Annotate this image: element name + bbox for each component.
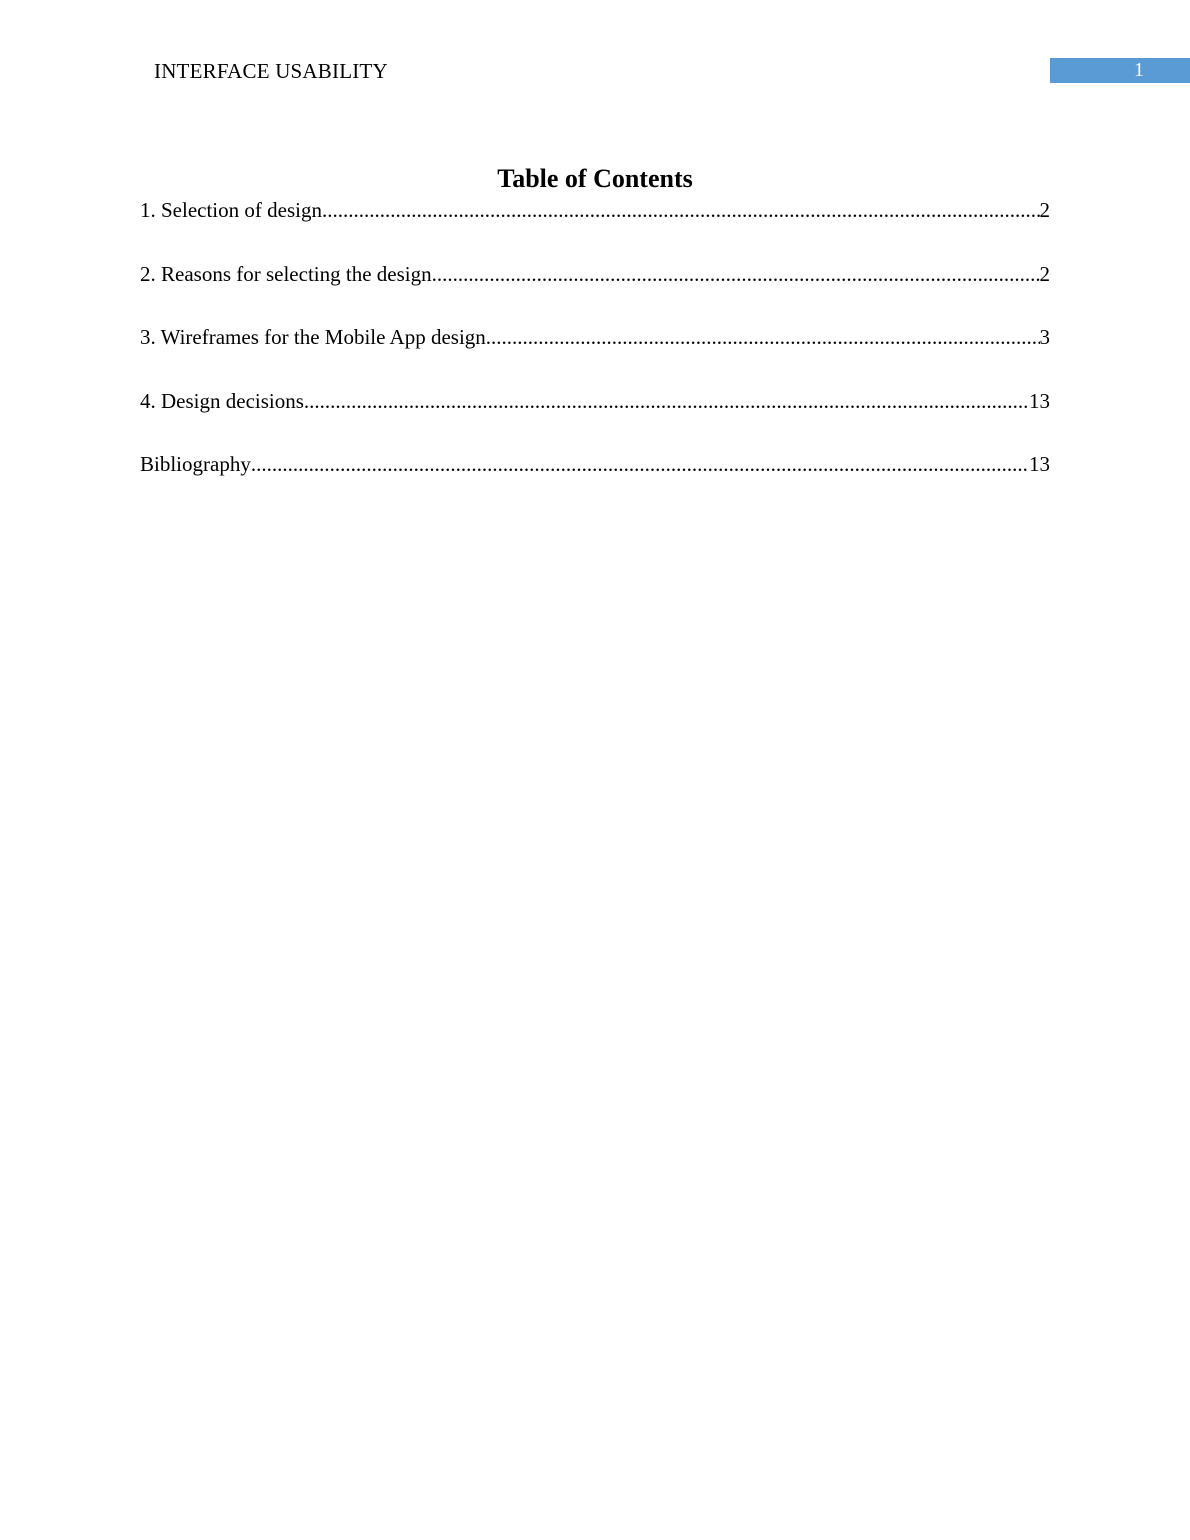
toc-entry-wireframes[interactable] — [140, 323, 1050, 387]
toc-entry-bibliography[interactable] — [140, 450, 1050, 514]
toc-dot-leader — [432, 260, 1040, 288]
toc-dot-leader — [322, 196, 1040, 224]
toc-entry-selection-of-design[interactable] — [140, 196, 1050, 260]
toc-entry-page-number: 2 — [1039, 261, 1050, 286]
toc-entry-design-decisions[interactable] — [140, 387, 1050, 451]
toc-entry-label: 4. Design decisions — [140, 388, 304, 413]
toc-list — [140, 196, 1050, 514]
toc-entry-page-number: 13 — [1029, 452, 1050, 476]
toc-dot-leader — [304, 387, 1029, 415]
toc-title: Table of Contents — [497, 164, 693, 193]
toc-entry-label: 1. Selection of design — [140, 198, 322, 222]
toc-entry-reasons-for-selecting[interactable] — [140, 260, 1050, 324]
toc-entry-page-number: 2 — [1039, 198, 1050, 222]
toc-entry-label: 3. Wireframes for the Mobile App design — [140, 325, 486, 349]
toc-dot-leader — [486, 323, 1040, 351]
toc-entry-label: 2. Reasons for selecting the design — [140, 261, 432, 286]
toc-entry-label: Bibliography — [140, 452, 251, 476]
toc-entry-page-number: 13 — [1029, 388, 1050, 413]
toc-dot-leader — [251, 450, 1029, 478]
page-number-badge: 1 — [1050, 58, 1190, 83]
toc-entry-page-number: 3 — [1039, 325, 1050, 349]
running-header-title: INTERFACE USABILITY — [154, 59, 388, 83]
